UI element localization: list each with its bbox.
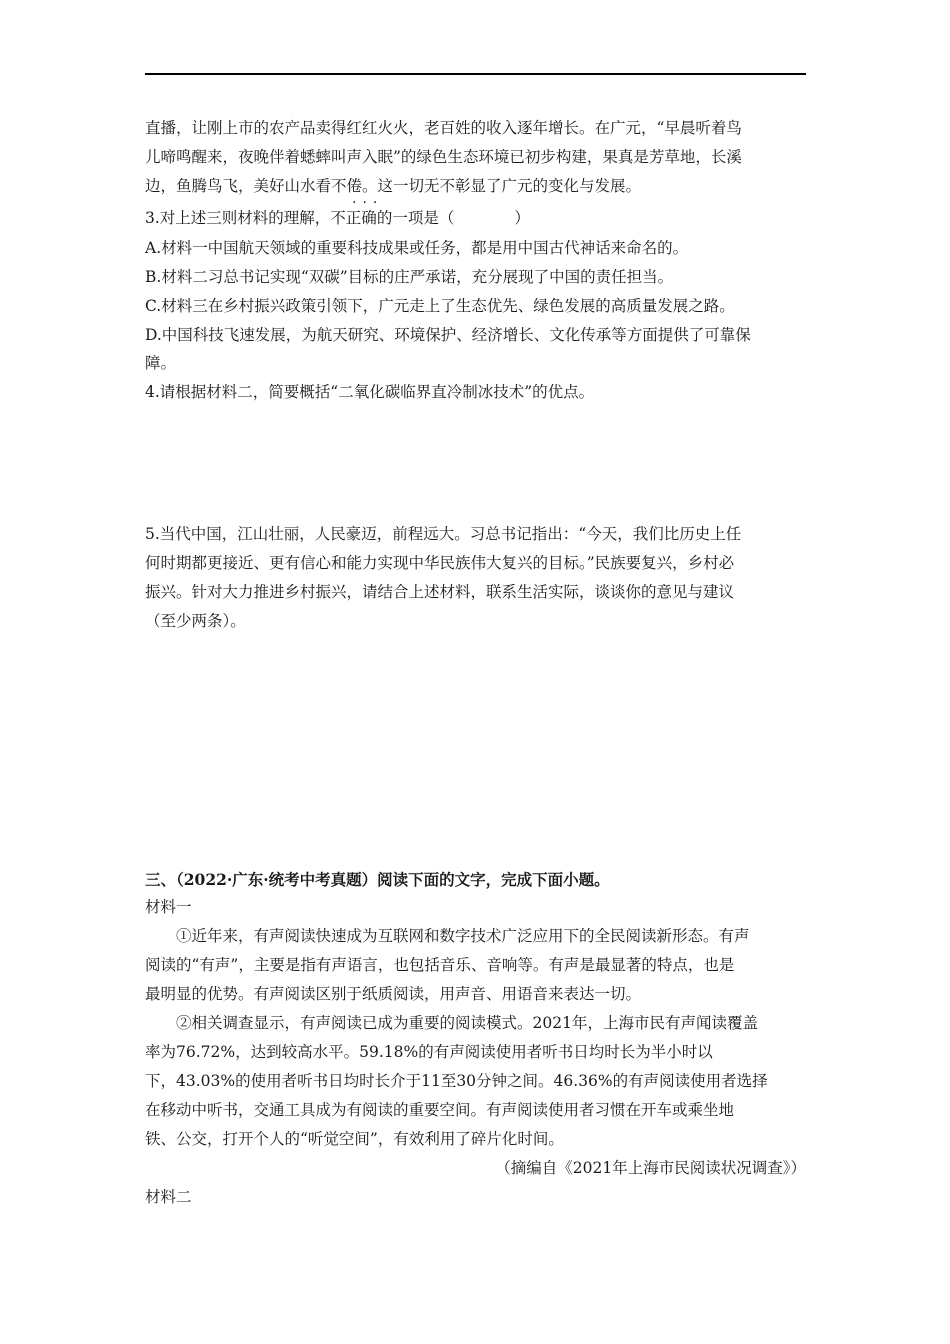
- question-5-line: （至少两条）。: [145, 612, 246, 630]
- option-d-cont: 障。: [145, 354, 177, 372]
- option-c: C.材料三在乡村振兴政策引领下，广元走上了生态优先、绿色发展的高质量发展之路。: [145, 297, 735, 315]
- paragraph-2-line: 在移动中听书，交通工具成为有阅读的重要空间。有声阅读使用者习惯在开车或乘坐地: [145, 1101, 735, 1119]
- source-citation: （摘编自《2021年上海市民阅读状况调查》）: [495, 1159, 806, 1177]
- option-b: B.材料二习总书记实现“双碳”目标的庄严承诺，充分展现了中国的责任担当。: [145, 268, 674, 286]
- section-heading: 三、（2022·广东·统考中考真题）阅读下面的文字，完成下面小题。: [145, 870, 610, 889]
- question-3-close: ）: [514, 209, 530, 227]
- question-3-prefix: 3.对上述三则材料的理解，: [145, 209, 331, 227]
- question-3-emphasis: 不正确: [330, 209, 377, 227]
- paragraph-1-line: ①近年来，有声阅读快速成为互联网和数字技术广泛应用下的全民阅读新形态。有声: [176, 927, 750, 945]
- header-rule: [145, 73, 806, 75]
- question-5-line: 振兴。针对大力推进乡村振兴，请结合上述材料，联系生活实际，谈谈你的意见与建议: [145, 583, 735, 601]
- paragraph-2-line: 铁、公交，打开个人的“听觉空间”，有效利用了碎片化时间。: [145, 1130, 564, 1148]
- question-3-suffix: 的一项是（: [376, 209, 455, 227]
- question-5-line: 何时期都更接近、更有信心和能力实现中华民族伟大复兴的目标。”民族要复兴，乡村必: [145, 554, 735, 572]
- question-5-line: 5.当代中国，江山壮丽，人民豪迈，前程远大。习总书记指出：“今天，我们比历史上任: [145, 525, 742, 543]
- text-line: 边，鱼腾鸟飞，美好山水看不倦。这一切无不彰显了广元的变化与发展。: [145, 177, 642, 195]
- material-1-label: 材料一: [145, 898, 192, 916]
- option-a: A.材料一中国航天领域的重要科技成果或任务，都是用中国古代神话来命名的。: [145, 239, 689, 257]
- text-line: 直播，让刚上市的农产品卖得红红火火，老百姓的收入逐年增长。在广元，“早晨听着鸟: [145, 119, 742, 137]
- question-4: 4.请根据材料二，简要概括“二氧化碳临界直冷制冰技术”的优点。: [145, 383, 595, 401]
- text-line: 儿啼鸣醒来，夜晚伴着蟋蟀叫声入眠”的绿色生态环境已初步构建，果真是芳草地，长溪: [145, 148, 742, 166]
- paragraph-2-line: ②相关调查显示，有声阅读已成为重要的阅读模式。2021年，上海市民有声闻读覆盖: [176, 1014, 758, 1032]
- paragraph-2-line: 下，43.03%的使用者听书日均时长介于11至30分钟之间。46.36%的有声阅读使用者选择: [145, 1072, 768, 1090]
- paragraph-1-line: 最明显的优势。有声阅读区别于纸质阅读，用声音、用语音来表达一切。: [145, 985, 642, 1003]
- option-d: D.中国科技飞速发展，为航天研究、环境保护、经济增长、文化传承等方面提供了可靠保: [145, 326, 751, 344]
- material-2-label: 材料二: [145, 1188, 192, 1206]
- paragraph-1-line: 阅读的“有声”，主要是指有声语言，也包括音乐、音响等。有声是最显著的特点，也是: [145, 956, 735, 974]
- question-3: [145, 208, 806, 228]
- emphasis-dots: ···: [352, 195, 384, 211]
- paragraph-2-line: 率为76.72%，达到较高水平。59.18%的有声阅读使用者听书日均时长为半小时以: [145, 1043, 713, 1061]
